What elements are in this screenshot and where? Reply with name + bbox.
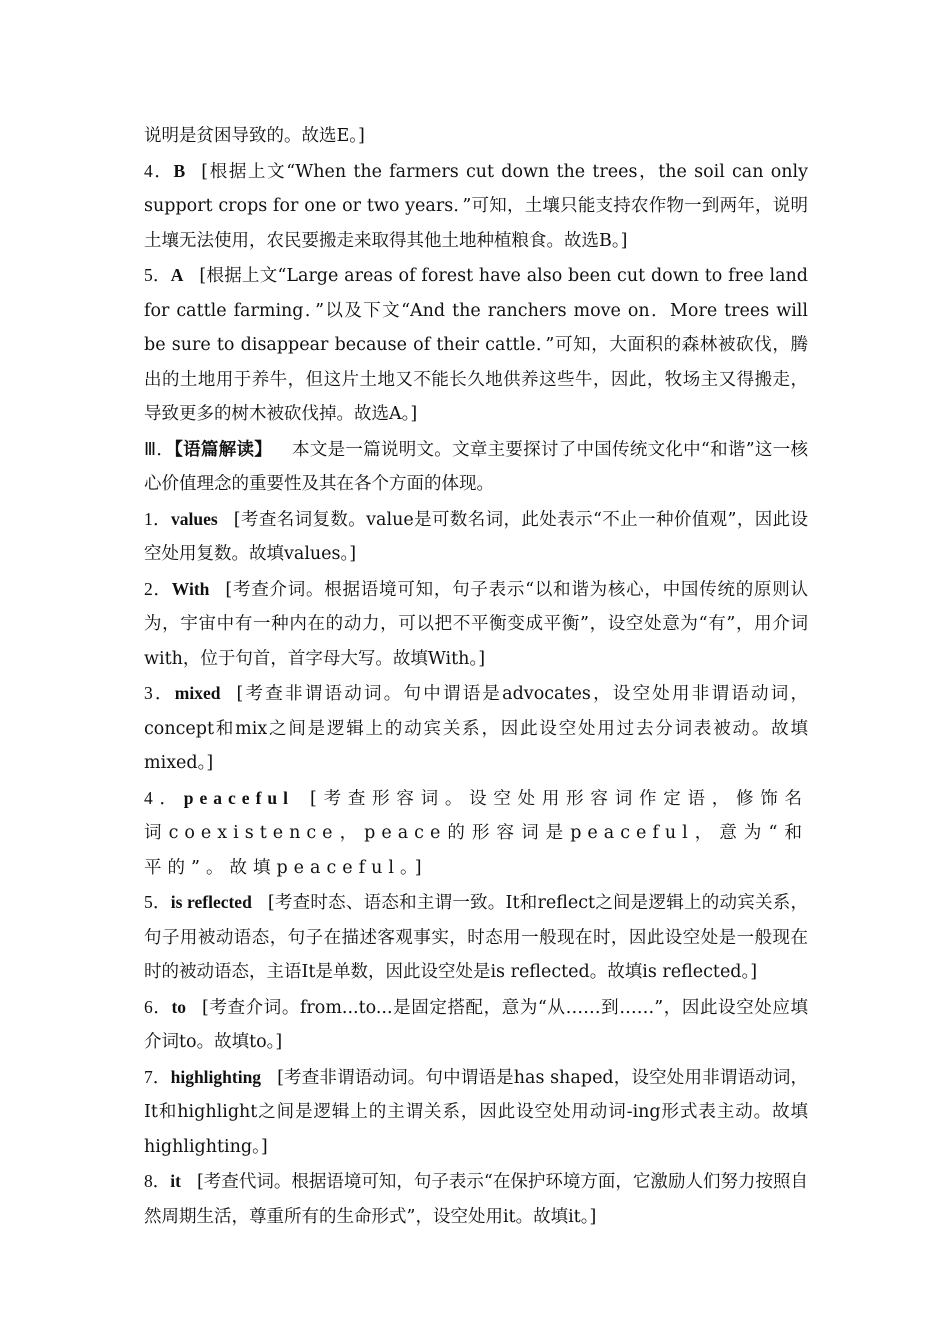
- answer-word: is reflected: [170, 892, 252, 912]
- question-number: 4．: [144, 160, 174, 181]
- answer-word: highlighting: [170, 1066, 262, 1087]
- question-number: 7．: [144, 1066, 171, 1087]
- question-number: 4．: [144, 787, 184, 808]
- section-text: 本文是一篇说明文。文章主要探讨了中国传统文化中“和谐”这一核心价值理念的重要性及其在各个方面的体现。: [144, 439, 808, 494]
- paragraph-continued: [144, 119, 808, 154]
- explanation-text: [考查代词。根据语境可知，句子表示“在保护环境方面，它激励人们努力按照自然周期生活，尊重所有的生命形式”，设空处用it。故填it。]: [144, 1172, 808, 1227]
- answer-word: it: [170, 1171, 181, 1191]
- answer-item-7: [144, 1060, 808, 1165]
- paragraph-answer-4: [144, 154, 808, 259]
- explanation-text: [根据上文“When the farmers cut down the trees，the soil can only support crops for one or two years．”可知，土壤只能支持农作物一到两年，说明土壤无法使用，农民要搬走来取得其他土地种植粮食。故选B。]: [144, 161, 809, 251]
- answer-item-1: [144, 502, 808, 572]
- answer-item-3: [144, 676, 808, 781]
- explanation-text: [考查非谓语动词。句中谓语是advocates，设空处用非谓语动词，concept和mix之间是逻辑上的动宾关系，因此设空处用过去分词表被动。故填mixed。]: [144, 684, 809, 773]
- explanation-text: [考查形容词。设空处用形容词作定语，修饰名词coexistence，peace的形容词是peaceful，意为“和平的”。故填peaceful。]: [144, 788, 809, 878]
- answer-key-content: [144, 119, 808, 1234]
- answer-word: values: [171, 508, 218, 529]
- explanation-text: [根据上文“Large areas of forest have also been cut down to free land for cattle farming．”以及下文“And the ranchers move on．More trees will be sure to disappear because of their cattle．”可知，大面积的森林被砍伐，腾出的土地用于养牛，但这片土地又不能长久地供养这些牛，因此，牧场主又得搬走，导致更多的树木被砍伐掉。故选A。]: [144, 266, 808, 424]
- answer-word: to: [171, 996, 187, 1017]
- explanation-text: [考查非谓语动词。句中谓语是has shaped，设空处用非谓语动词，It和highlight之间是逻辑上的主谓关系，因此设空处用动词-ing形式表主动。故填highlighting。]: [144, 1067, 808, 1157]
- answer-item-4: [144, 781, 808, 886]
- section-heading: 【语篇解读】: [174, 439, 273, 460]
- answer-item-2: [144, 572, 808, 677]
- answer-word: With: [171, 578, 210, 599]
- answer-item-8: [144, 1164, 808, 1234]
- question-number: 8．: [144, 1171, 171, 1191]
- question-number: 3．: [144, 683, 175, 703]
- question-number: 1．: [144, 508, 172, 529]
- answer-letter: B: [173, 160, 186, 181]
- section-number: Ⅲ．: [144, 438, 175, 459]
- explanation-text: [考查时态、语态和主谓一致。It和reflect之间是逻辑上的动宾关系，句子用被动语态，句子在描述客观事实，时态用一般现在时，因此设空处是一般现在时的被动语态，主语It是单数，因此设空处是is reflected。故填is reflected。]: [144, 893, 808, 982]
- question-number: 2．: [144, 578, 172, 599]
- question-number: 5．: [144, 892, 171, 912]
- section-iii-summary: [144, 432, 808, 502]
- question-number: 6．: [144, 996, 172, 1017]
- answer-item-6: [144, 990, 808, 1060]
- explanation-text: [考查名词复数。value是可数名词，此处表示“不止一种价值观”，因此设空处用复数。故填values。]: [144, 509, 809, 564]
- answer-word: peaceful: [183, 787, 294, 808]
- question-number: 5．: [144, 265, 171, 285]
- answer-word: mixed: [174, 683, 221, 703]
- explanation-text: [考查介词。根据语境可知，句子表示“以和谐为核心，中国传统的原则认为，宇宙中有一种内在的动力，可以把不平衡变成平衡”，设空处意为“有”，用介词with，位于句首，首字母大写。故填With。]: [144, 579, 809, 669]
- answer-item-5: [144, 885, 808, 990]
- explanation-text: [考查介词。from...to...是固定搭配，意为“从……到……”，因此设空处应填介词to。故填to。]: [144, 997, 808, 1052]
- paragraph-text: 说明是贫困导致的。故选E。]: [144, 126, 365, 146]
- answer-letter: A: [170, 265, 184, 285]
- paragraph-answer-5: [144, 258, 808, 432]
